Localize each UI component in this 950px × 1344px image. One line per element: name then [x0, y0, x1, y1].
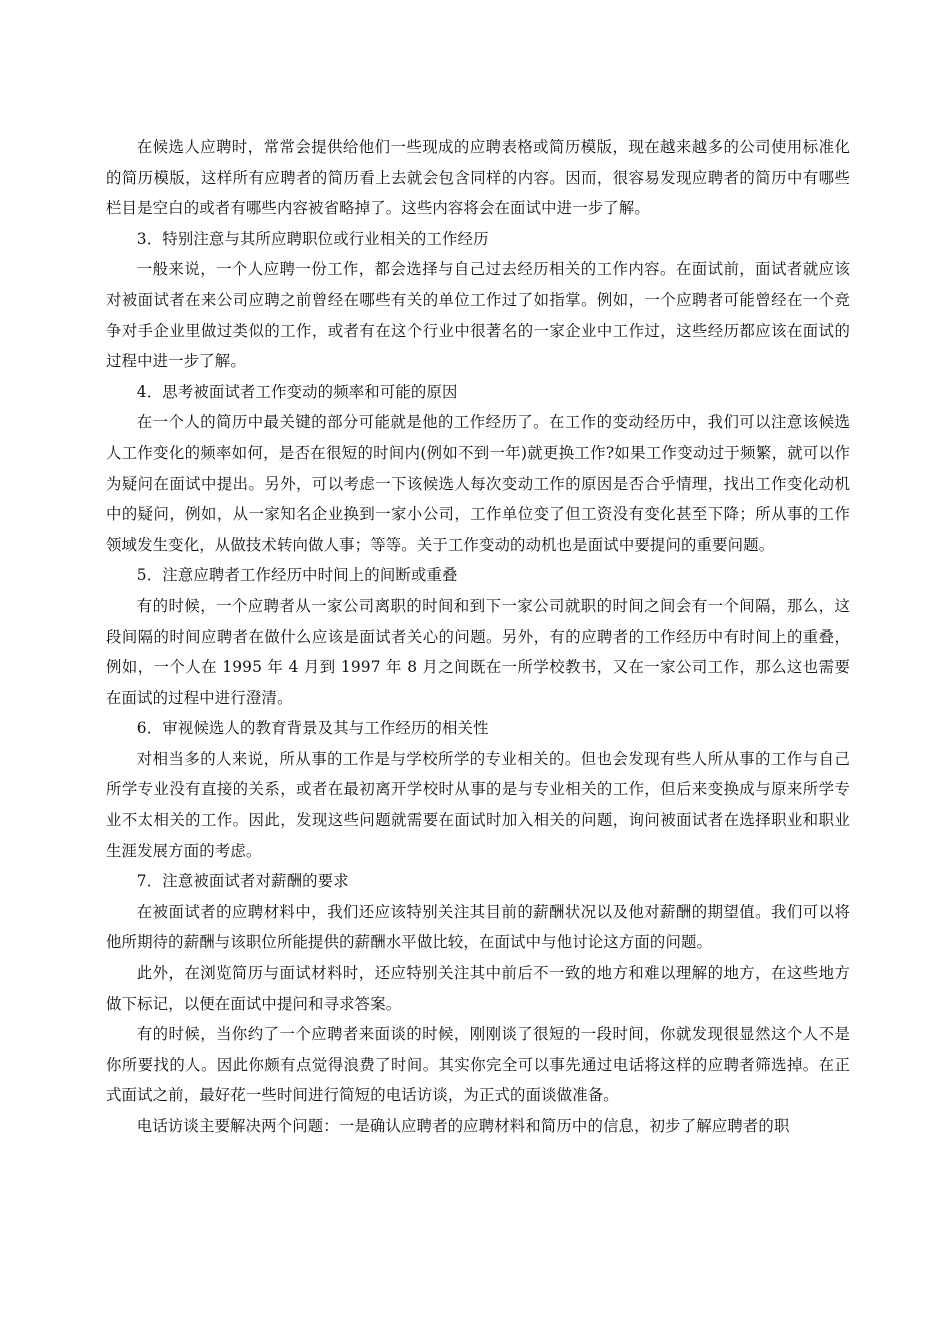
body-paragraph: 在候选人应聘时，常常会提供给他们一些现成的应聘表格或简历模版，现在越来越多的公司使用标准化的简历模版，这样所有应聘者的简历看上去就会包含同样的内容。因而，很容易发现应聘者的简历中有哪些栏目是空白的或者有哪些内容被省略掉了。这些内容将会在面试中进一步了解。: [106, 138, 850, 218]
body-paragraph: 一般来说，一个人应聘一份工作，都会选择与自己过去经历相关的工作内容。在面试前，面试者就应该对被面试者在来公司应聘之前曾经在哪些有关的单位工作过了如指掌。例如，一个应聘者可能曾经在一个竞争对手企业里做过类似的工作，或者有在这个行业中很著名的一家企业中工作过，这些经历都应该在面试的过程中进一步了解。: [106, 260, 850, 371]
document-page: [106, 132, 850, 1142]
body-paragraph: 对相当多的人来说，所从事的工作是与学校所学的专业相关的。但也会发现有些人所从事的工作与自己所学专业没有直接的关系，或者在最初离开学校时从事的是与专业相关的工作，但后来变换成与原来所学专业不太相关的工作。因此，发现这些问题就需要在面试时加入相关的问题，询问被面试者在选择职业和职业生涯发展方面的考虑。: [106, 749, 850, 860]
body-paragraph: 电话访谈主要解决两个问题：一是确认应聘者的应聘材料和简历中的信息，初步了解应聘者的职: [136, 1117, 790, 1135]
body-paragraph: 此外，在浏览简历与面试材料时，还应特别关注其中前后不一致的地方和难以理解的地方，在这些地方做下标记，以便在面试中提问和寻求答案。: [106, 964, 850, 1013]
section-heading: 6．审视候选人的教育背景及其与工作经历的相关性: [136, 719, 489, 738]
body-paragraph: 在被面试者的应聘材料中，我们还应该特别关注其目前的薪酬状况以及他对薪酬的期望值。我们可以将他所期待的薪酬与该职位所能提供的薪酬水平做比较，在面试中与他讨论这方面的问题。: [106, 902, 850, 952]
section-heading: 5．注意应聘者工作经历中时间上的间断或重叠: [136, 566, 458, 585]
section-heading: 7．注意被面试者对薪酬的要求: [136, 872, 349, 891]
body-paragraph: 有的时候，一个应聘者从一家公司离职的时间和到下一家公司就职的时间之间会有一个间隔，那么，这段间隔的时间应聘者在做什么应该是面试者关心的问题。另外，有的应聘者的工作经历中有时间上的重叠，例如，一个人在 1995 年 4 月到 1997 年 8 月之间既在一所学校教书，又在一家公司工作，那么这也需要在面试的过程中进行澄清。: [106, 596, 850, 707]
body-paragraph: 在一个人的简历中最关键的部分可能就是他的工作经历了。在工作的变动经历中，我们可以注意该候选人工作变化的频率如何，是否在很短的时间内(例如不到一年)就更换工作?如果工作变动过于频繁，就可以作为疑问在面试中提出。另外，可以考虑一下该候选人每次变动工作的原因是否合乎情理，找出工作变化动机中的疑问，例如，从一家知名企业换到一家小公司，工作单位变了但工资没有变化甚至下降；所从事的工作领域发生变化，从做技术转向做人事；等等。关于工作变动的动机也是面试中要提问的重要问题。: [106, 413, 850, 554]
section-heading: 4．思考被面试者工作变动的频率和可能的原因: [136, 382, 458, 401]
section-heading: 3．特别注意与其所应聘职位或行业相关的工作经历: [136, 229, 489, 248]
body-paragraph: 有的时候，当你约了一个应聘者来面谈的时候，刚刚谈了很短的一段时间，你就发现很显然这个人不是你所要找的人。因此你颇有点觉得浪费了时间。其实你完全可以事先通过电话将这样的应聘者筛选掉。在正式面试之前，最好花一些时间进行简短的电话访谈，为正式的面谈做准备。: [106, 1025, 850, 1105]
